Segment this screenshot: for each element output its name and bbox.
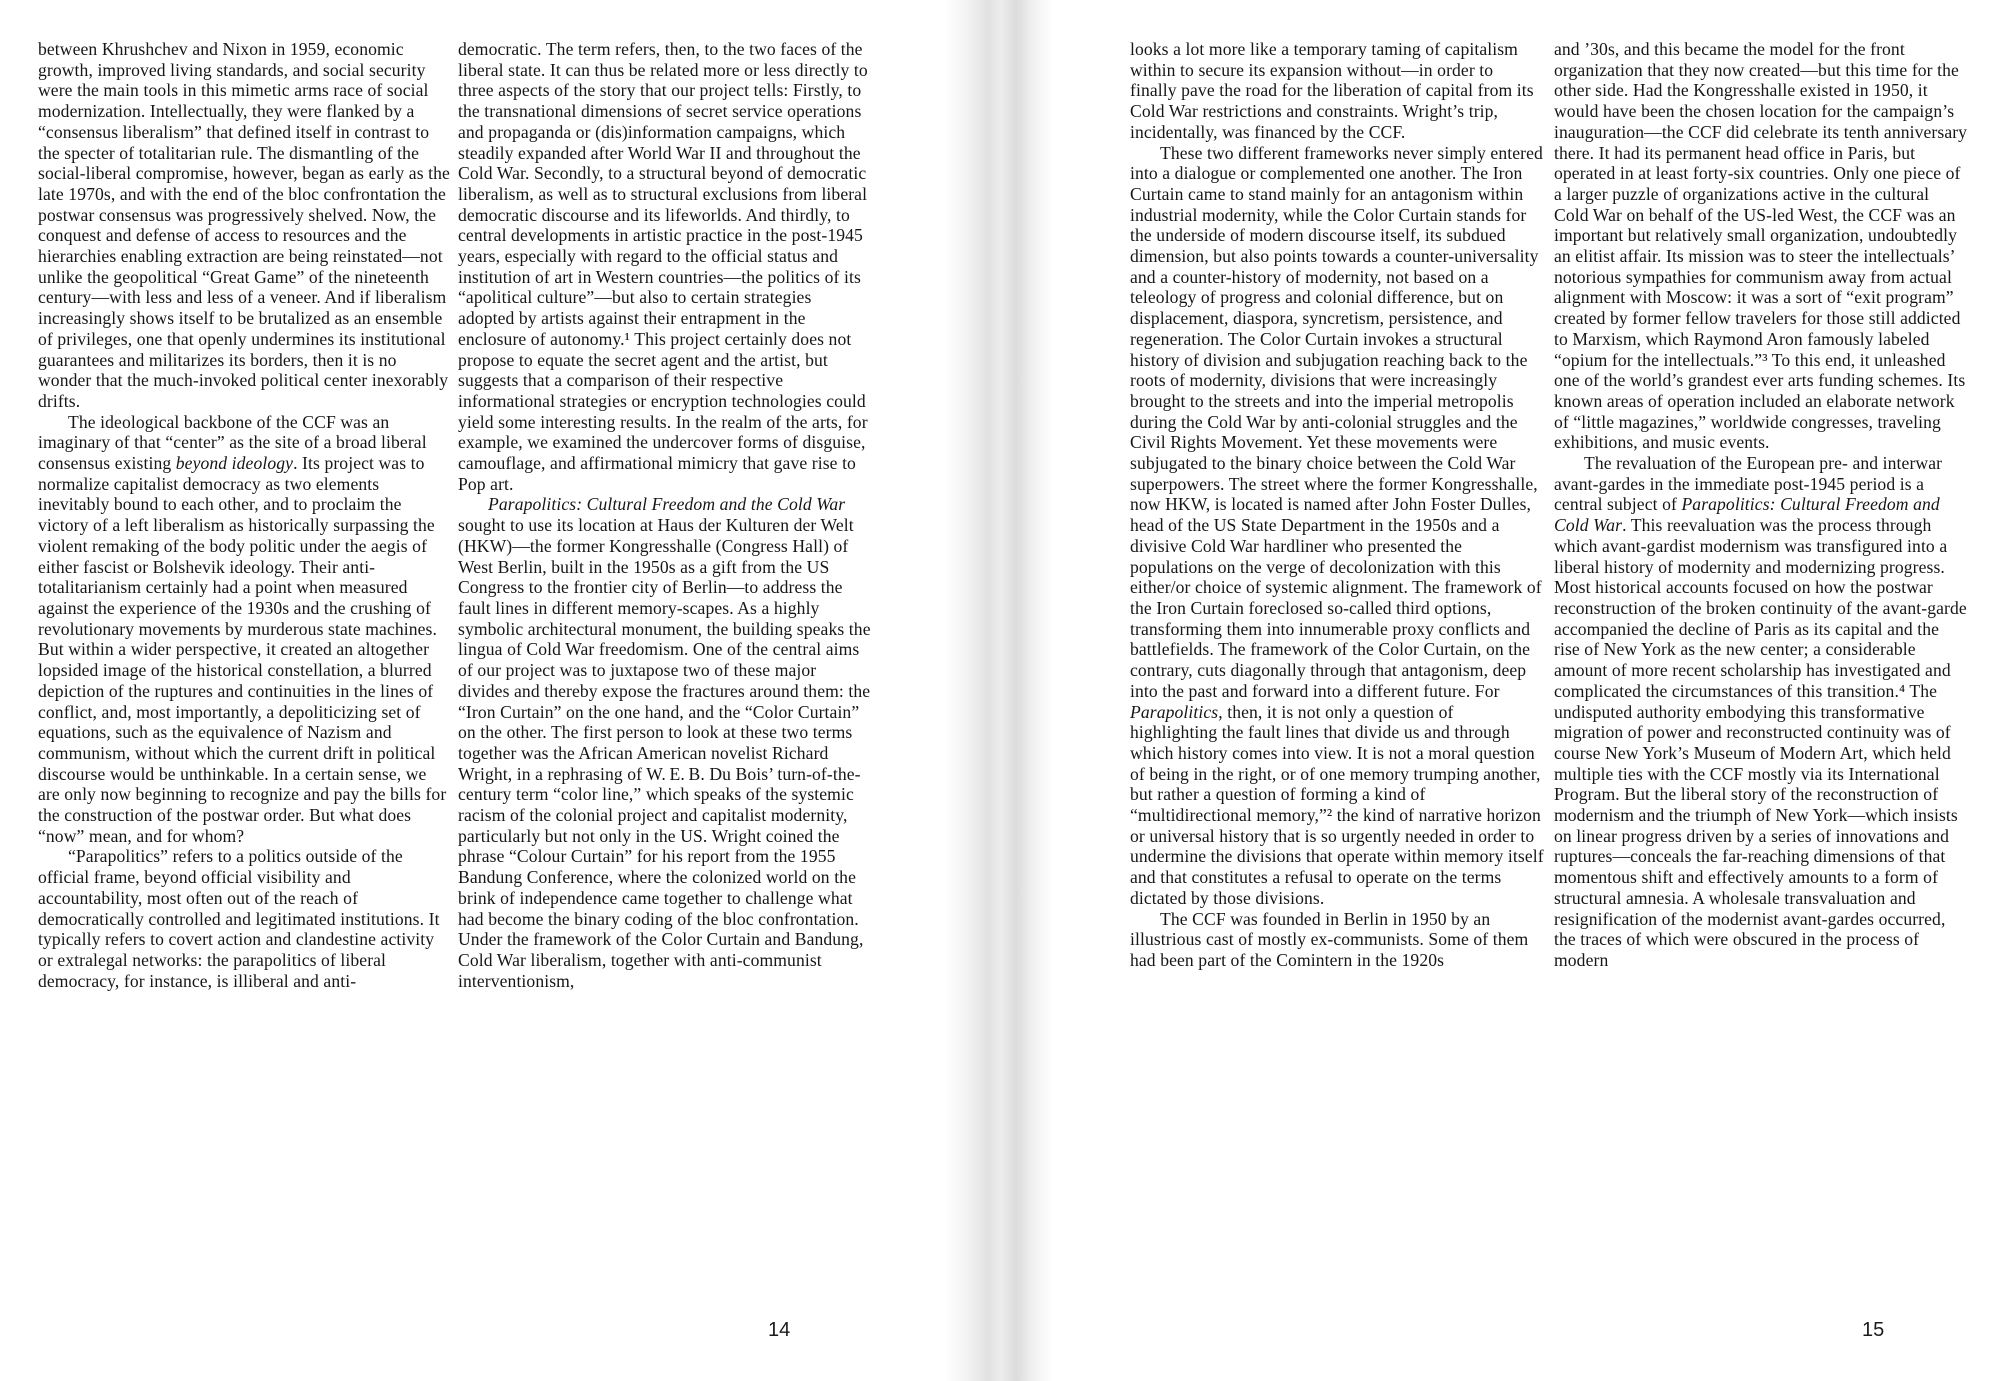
page-number-left: 14 [768, 1319, 791, 1341]
text-segment: . This reevaluation was the process through which avant-gardist modernism was transfigured into a liberal history of modernity and modernizing progress. Most historical accounts focused on how the postwar reconstruction of the broken continuity of the avant-garde accompanied the decline of Paris as its capital and the rise of New York as the new center; a considerable amount of more recent scholarship has investigated and complicated the circumstances of this transition.⁴ The undisputed authority embodying this transformative migration of power and reconstructed continuity was of course New York’s Museum of Modern Art, which held multiple ties with the CCF mostly via its International Program. But the liberal story of the reconstruction of modernism and the triumph of New York—which insists on linear progress driven by a series of innovations and ruptures—conceals the far-reaching dimensions of that momentous shift and effectively amounts to a form of structural amnesia. A wholesale transvaluation and resignification of the modernist avant-gardes occurred, the traces of which were obscured in the process of modern [1554, 515, 1967, 970]
left-page-text-column-1 [38, 39, 452, 991]
italic-text-segment: Parapolitics [1130, 701, 1219, 722]
paragraph [1130, 909, 1544, 971]
paragraph [1130, 143, 1544, 909]
paragraph [1130, 39, 1544, 143]
paragraph [458, 494, 872, 991]
italic-text-segment: Parapolitics: Cultural Freedom and the Cold War [488, 494, 846, 515]
paragraph [38, 412, 452, 847]
text-segment: between Khrushchev and Nixon in 1959, economic growth, improved living standards, and social security were the main tools in this mimetic arms race of social modernization. Intellectually, they were flanked by a “consensus liberalism” that defined itself in contrast to the specter of totalitarian rule. The dismantling of the social-liberal compromise, however, began as early as the late 1970s, and with the end of the bloc confrontation the postwar consensus was progressively shelved. Now, the conquest and defense of access to resources and the hierarchies enabling extraction are being reinstated—not unlike the geopolitical “Great Game” of the nineteenth century—with less and less of a veneer. And if liberalism increasingly shows itself to be brutalized as an ensemble of privileges, one that openly undermines its institutional guarantees and militarizes its borders, then it is no wonder that the much-invoked political center inexorably drifts. [38, 39, 450, 411]
text-segment: , then, it is not only a question of highlighting the fault lines that divide us and through which history comes into view. It is not a moral question of being in the right, or of one memory trumping another, but rather a question of forming a kind of “multidirectional memory,”² the kind of narrative horizon or universal history that is so urgently needed in order to undermine the divisions that operate within memory itself and that constitutes a refusal to operate on the terms dictated by those divisions. [1130, 701, 1544, 908]
gutter-shadow [945, 0, 1053, 1381]
text-segment: “Parapolitics” refers to a politics outside of the official frame, beyond official visibility and accountability, most often out of the reach of democratically controlled and legitimated institutions. It typically refers to covert action and clandestine activity or extralegal networks: the parapolitics of liberal democracy, for instance, is illiberal and anti- [38, 846, 440, 991]
italic-text-segment: Parapolitics: Cultural Freedom and Cold War [1554, 494, 1940, 536]
left-page-text-column-2 [458, 39, 872, 991]
text-segment: The ideological backbone of the CCF was an imaginary of that “center” as the site of a broad liberal consensus existing [38, 411, 427, 474]
text-segment: The CCF was founded in Berlin in 1950 by an illustrious cast of mostly ex-communists. Some of them had been part of the Comintern in the 1920s [1130, 908, 1529, 970]
text-segment: . Its project was to normalize capitalist democracy as two elements inevitably bound to each other, and to proclaim the victory of a left liberalism as historically surpassing the violent remaking of the body politic under the aegis of either fascist or Bolshevik ideology. Their anti-totalitarianism certainly had a point when measured against the experience of the 1930s and the crushing of revolutionary movements by murderous state machines. But within a wider perspective, it created an altogether lopsided image of the historical constellation, a blurred depiction of the ruptures and continuities in the lines of conflict, and, most importantly, a depoliticizing set of equations, such as the equivalence of Nazism and communism, without which the current drift in political discourse would be unthinkable. In a certain sense, we are only now beginning to recognize and pay the bills for the construction of the postwar order. But what does “now” mean, and for whom? [38, 453, 447, 846]
italic-text-segment: beyond ideology [175, 453, 294, 474]
text-segment: sought to use its location at Haus der Kulturen der Welt (HKW)—the former Kongresshalle (Congress Hall) of West Berlin, built in the 1950s as a gift from the US Congress to the frontier city of Berlin—to address the fault lines in different memory-scapes. As a highly symbolic architectural monument, the building speaks the lingua of Cold War freedomism. One of the central aims of our project was to juxtapose two of these major divides and thereby expose the fractures around them: the “Iron Curtain” on the one hand, and the “Color Curtain” on the other. The first person to look at these two terms together was the African American novelist Richard Wright, in a rephrasing of W. E. B. Du Bois’ turn-of-the-century term “color line,” which speaks of the systemic racism of the colonial project and capitalist modernity, particularly but not only in the US. Wright coined the phrase “Colour Curtain” for his report from the 1955 Bandung Conference, where the colonized world on the brink of independence came together to challenge what had become the binary coding of the bloc confrontation. Under the framework of the Color Curtain and Bandung, Cold War liberalism, together with anti-communist interventionism, [458, 515, 871, 991]
text-segment: The revaluation of the European pre- and interwar avant-gardes in the immediate post-1945 period is a central subject of [1554, 453, 1943, 515]
page-number-right: 15 [1862, 1319, 1885, 1341]
paragraph [1554, 39, 1968, 453]
text-segment: democratic. The term refers, then, to the two faces of the liberal state. It can thus be related more or less directly to three aspects of the story that our project tells: Firstly, to the transnational dimensions of secret service operations and propaganda or (dis)information campaigns, which steadily expanded after World War II and throughout the Cold War. Secondly, to a structural beyond of democratic liberalism, as well as to structural exclusions from liberal democratic discourse and its lifeworlds. And thirdly, to central developments in artistic practice in the post-1945 years, especially with regard to the official status and institution of art in Western countries—the politics of its “apolitical culture”—but also to certain strategies adopted by artists against their entrapment in the enclosure of autonomy.¹ This project certainly does not propose to equate the secret agent and the artist, but suggests that a comparison of their respective informational strategies or encryption technologies could yield some interesting results. In the realm of the arts, for example, we examined the undercover forms of disguise, camouflage, and affirmational mimicry that gave rise to Pop art. [458, 39, 868, 494]
right-page-text-column-1 [1130, 39, 1544, 971]
text-segment: These two different frameworks never simply entered into a dialogue or complemented one another. The Iron Curtain came to stand mainly for an antagonism within industrial modernity, while the Color Curtain stands for the underside of modern discourse itself, its subdued dimension, but also points towards a counter-universality and a counter-history of modernity, not based on a teleology of progress and colonial difference, but on displacement, diaspora, syncretism, persistence, and regeneration. The Color Curtain invokes a structural history of division and subjugation reaching back to the roots of modernity, divisions that were increasingly brought to the streets and into the imperial metropolis during the Cold War by anti-colonial struggles and the Civil Rights Movement. Yet these movements were subjugated to the binary choice between the Cold War superpowers. The street where the former Kongresshalle, now HKW, is located is named after John Foster Dulles, head of the US State Department in the 1950s and a divisive Cold War hardliner who presented the populations on the verge of decolonization with this either/or choice of systemic alignment. The framework of the Iron Curtain foreclosed so-called third options, transforming them into innumerable proxy conflicts and battlefields. The framework of the Color Curtain, on the contrary, cuts diagonally through that antagonism, deep into the past and forward into a different future. For [1130, 142, 1543, 701]
right-page-text-column-2 [1554, 39, 1968, 971]
paragraph [458, 39, 872, 494]
paragraph [1554, 453, 1968, 971]
text-segment: looks a lot more like a temporary taming of capitalism within to secure its expansion without—in order to finally pave the road for the liberation of capital from its Cold War restrictions and constraints. Wright’s trip, incidentally, was financed by the CCF. [1130, 39, 1534, 142]
paragraph [38, 846, 452, 991]
text-segment: and ’30s, and this became the model for the front organization that they now created—but this time for the other side. Had the Kongresshalle existed in 1950, it would have been the chosen location for the campaign’s inauguration—the CCF did celebrate its tenth anniversary there. It had its permanent head office in Paris, but operated in at least forty-six countries. Only one piece of a larger puzzle of organizations active in the cultural Cold War on behalf of the US-led West, the CCF was an important but relatively small organization, undoubtedly an elitist affair. Its mission was to steer the intellectuals’ notorious sympathies for communism away from actual alignment with Moscow: it was a sort of “exit program” created by former fellow travelers for those still addicted to Marxism, which Raymond Aron famously labeled “opium for the intellectuals.”³ To this end, it unleashed one of the world’s grandest ever arts funding schemes. Its known areas of operation included an elaborate network of “little magazines,” worldwide congresses, traveling exhibitions, and music events. [1554, 39, 1968, 453]
paragraph [38, 39, 452, 412]
